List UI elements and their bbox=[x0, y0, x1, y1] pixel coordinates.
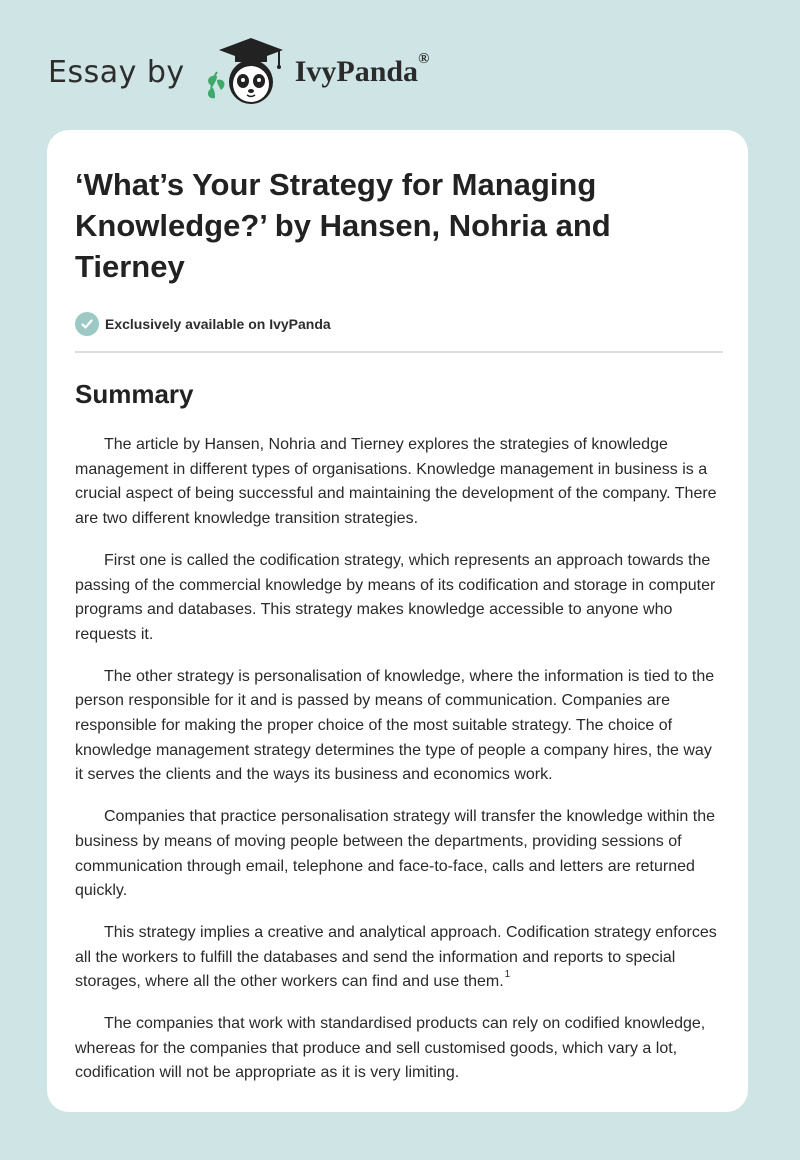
check-circle-icon bbox=[75, 312, 99, 336]
divider bbox=[75, 351, 723, 353]
essay-by-label: Essay by bbox=[48, 54, 185, 90]
brand-header[interactable] bbox=[48, 36, 429, 108]
registered-mark: ® bbox=[418, 51, 430, 67]
essay-card bbox=[47, 130, 748, 1112]
panda-logo-icon bbox=[199, 36, 291, 108]
paragraph: This strategy implies a creative and analytical approach. Codification strategy enforces all the workers to fulfill the databases and send the information and reports to special storages, where all the other workers can find and use them.$^1$ bbox=[75, 923, 717, 991]
paragraph: The other strategy is personalisation of knowledge, where the information is tied to the person responsible for it and is passed by means of communication. Companies are responsible for making the proper choice of the most suitable strategy. The choice of knowledge management strategy determines the type of people a company hires, the way it serves the clients and the ways its business and economics work. bbox=[75, 667, 715, 784]
section-heading-summary: Summary bbox=[75, 379, 194, 409]
page-title: ‘What’s Your Strategy for Managing Knowledge?’ by Hansen, Nohria and Tierney bbox=[75, 167, 611, 284]
paragraph: Companies that practice personalisation strategy will transfer the knowledge within the business by means of moving people between the departments, providing sessions of communication through email, telephone and face-to-face, calls and letters are returned quickly. bbox=[75, 808, 715, 900]
ivypanda-wordmark: IvyPanda® bbox=[294, 51, 430, 88]
paragraph: The companies that work with standardised products can rely on codified knowledge, whereas for the companies that produce and sell customised goods, which vary a lot, codification will not be appropriate as it is very limiting. bbox=[75, 1015, 706, 1082]
footnote-reference[interactable]: 1 bbox=[504, 969, 511, 981]
essay-content bbox=[75, 164, 723, 1103]
paragraph: The article by Hansen, Nohria and Tierney explores the strategies of knowledge management in different types of organisations. Knowledge management in business is a crucial aspect of being successful and maintaining the development of the company. There are two different knowledge transition strategies. bbox=[75, 436, 717, 528]
exclusive-label: Exclusively available on IvyPanda bbox=[105, 316, 331, 332]
exclusive-badge bbox=[75, 311, 723, 337]
paragraph: First one is called the codification strategy, which represents an approach towards the passing of the commercial knowledge by means of its codification and storage in computer programs and databases. This strategy makes knowledge accessible to anyone who requests it. bbox=[75, 551, 716, 643]
